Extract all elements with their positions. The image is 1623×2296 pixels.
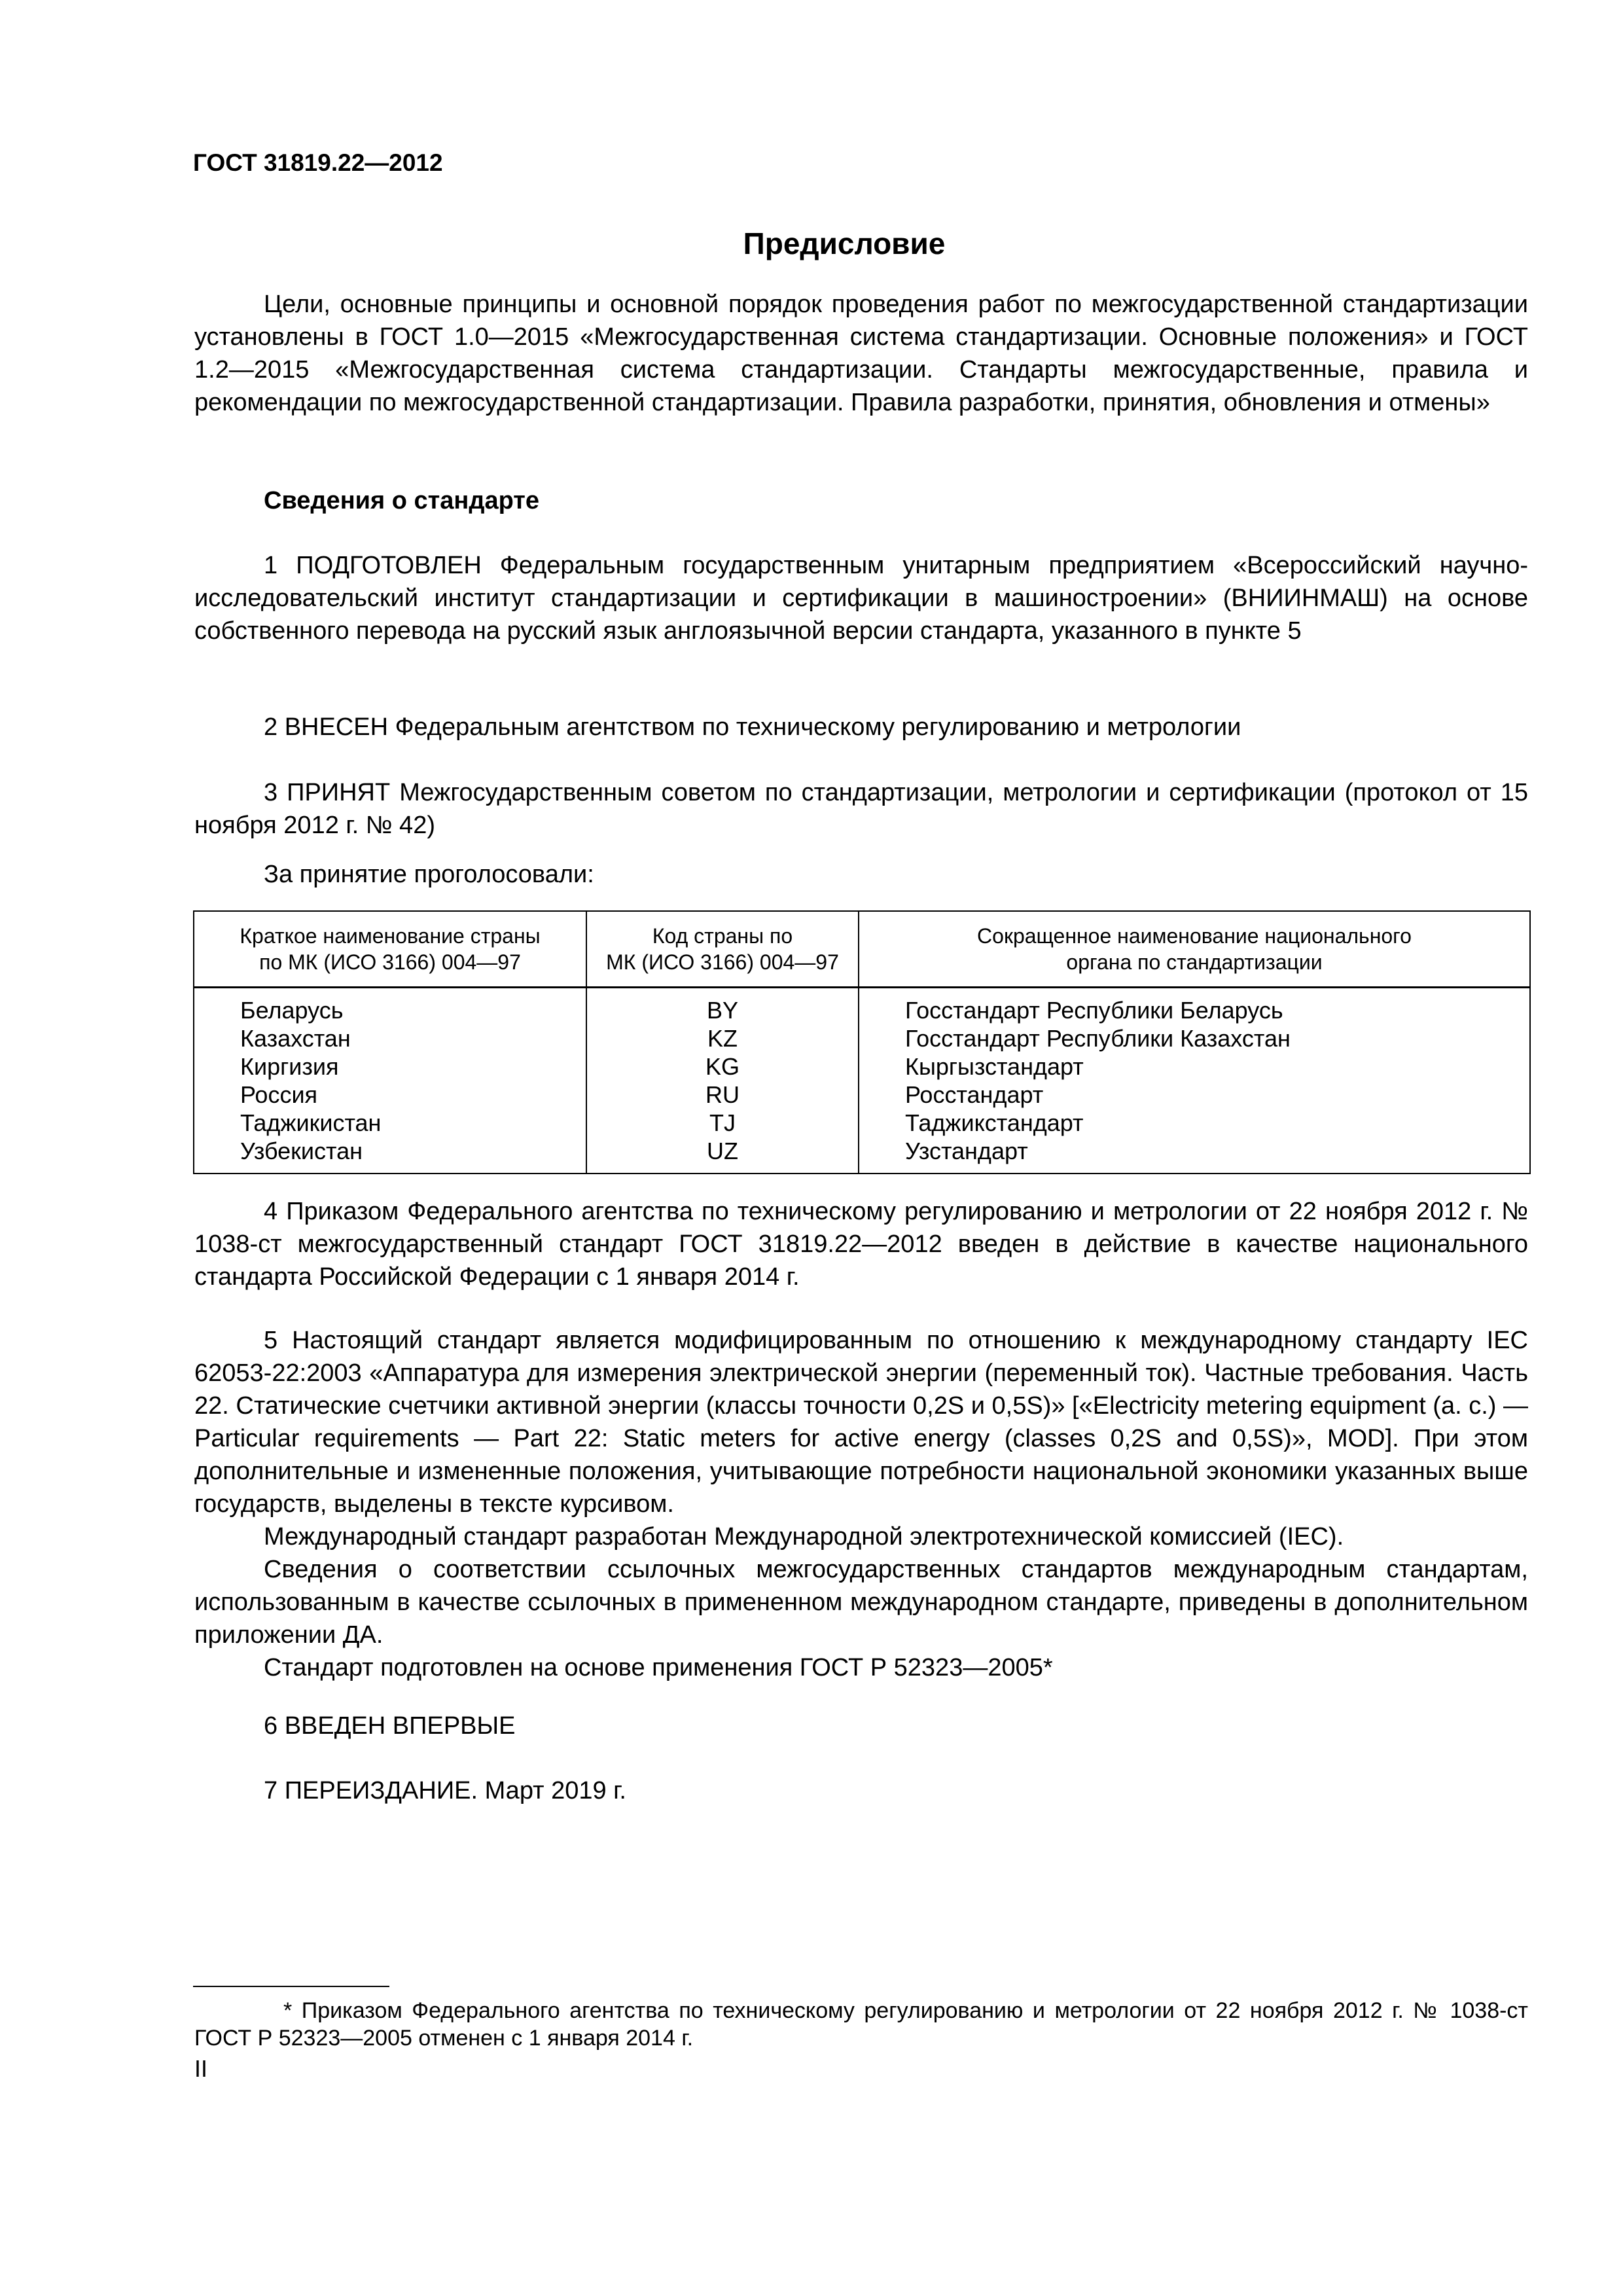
country-name: Россия bbox=[240, 1081, 318, 1108]
table-row bbox=[194, 988, 1530, 1174]
item-7-paragraph: 7 ПЕРЕИЗДАНИЕ. Март 2019 г. bbox=[264, 1777, 626, 1804]
item-6-paragraph: 6 ВВЕДЕН ВПЕРВЫЕ bbox=[264, 1712, 516, 1740]
page-title: Предисловие bbox=[743, 226, 946, 260]
item-5-paragraph: 5 Настоящий стандарт является модифицированным по отношению к международному стандарту IEC 62053-22:2003 «Аппаратура для измерения электрической энергии (переменный ток). Частные требования. Часть 22. Статические счетчики активной энергии (классы точности 0,2S и 0,5S)» [«Electricity metering equipment (a. c.) — Particular requirements — Part 22: Static meters for active energy (classes 0,2S and 0,5S)», MOD]. При этом дополнительные и измененные положения, учитывающие потребности национальной экономики указанных выше государств, выделены в тексте курсивом. bbox=[194, 1327, 1528, 1518]
country-name: Таджикистан bbox=[240, 1109, 382, 1136]
item-2-paragraph: 2 ВНЕСЕН Федеральным агентством по техническому регулированию и метрологии bbox=[264, 713, 1241, 741]
standards-body-name: Узстандарт bbox=[905, 1138, 1028, 1164]
header-line: органа по стандартизации bbox=[1066, 950, 1323, 974]
item-7-block bbox=[194, 1774, 1528, 1807]
country-cell bbox=[194, 988, 586, 1174]
item-3-block bbox=[194, 776, 1528, 842]
item-4-paragraph: 4 Приказом Федерального агентства по техническому регулированию и метрологии от 22 ноября 2012 г. № 1038-ст межгосударственный стандарт ГОСТ 31819.22—2012 введен в действие в качестве национального стандарта Российской Федерации с 1 января 2014 г. bbox=[194, 1198, 1528, 1291]
item-4-block bbox=[194, 1195, 1528, 1293]
standards-body-name: Госстандарт Республики Казахстан bbox=[905, 1025, 1291, 1052]
item-1-block bbox=[194, 549, 1528, 647]
country-code: BY bbox=[706, 997, 739, 1024]
header-line: Краткое наименование страны bbox=[240, 924, 541, 948]
intro-block bbox=[194, 288, 1528, 419]
document-code: ГОСТ 31819.22—2012 bbox=[193, 149, 443, 176]
item-6-block bbox=[194, 1710, 1528, 1742]
table-header-row bbox=[194, 911, 1530, 988]
voted-block bbox=[194, 858, 1528, 891]
header-standards-body bbox=[859, 911, 1530, 988]
footnote-divider bbox=[193, 1986, 389, 1987]
country-code: RU bbox=[705, 1081, 740, 1108]
item-2-block bbox=[194, 711, 1528, 744]
country-name: Узбекистан bbox=[240, 1138, 363, 1164]
standards-body-cell bbox=[859, 988, 1530, 1174]
intro-paragraph: Цели, основные принципы и основной порядок проведения работ по межгосударственной стандартизации установлены в ГОСТ 1.0—2015 «Межгосударственная система стандартизации. Основные положения» и ГОСТ 1.2—2015 «Межгосударственная система стандартизации. Стандарты межгосударственные, правила и рекомендации по межгосударственной стандартизации. Правила разработки, принятия, обновления и отмены» bbox=[194, 291, 1528, 416]
country-code: KZ bbox=[707, 1025, 738, 1052]
standards-body-name: Кыргызстандарт bbox=[905, 1053, 1084, 1080]
header-country-name bbox=[194, 911, 586, 988]
header-country-code bbox=[586, 911, 859, 988]
standards-body-name: Госстандарт Республики Беларусь bbox=[905, 997, 1283, 1024]
item-5-block bbox=[194, 1324, 1528, 1684]
standards-body-name: Таджикстандарт bbox=[905, 1109, 1084, 1136]
header-line: Сокращенное наименование национального bbox=[977, 924, 1412, 948]
code-cell bbox=[586, 988, 859, 1174]
footnote: * Приказом Федерального агентства по техническому регулированию и метрологии от 22 ноября 2012 г. № 1038-ст ГОСТ Р 52323—2005 отменен с 1 января 2014 г. bbox=[194, 1998, 1528, 2051]
item-5-references-paragraph: Сведения о соответствии ссылочных межгосударственных стандартов международным стандартам, использованным в качестве ссылочных в примененном международном стандарте, приведены в дополнительном приложении ДА. bbox=[194, 1556, 1528, 1649]
country-code: UZ bbox=[707, 1138, 738, 1164]
item-3-paragraph: 3 ПРИНЯТ Межгосударственным советом по стандартизации, метрологии и сертификации (протокол от 15 ноября 2012 г. № 42) bbox=[194, 779, 1528, 839]
country-name: Киргизия bbox=[240, 1053, 339, 1080]
header-line: Код страны по bbox=[652, 924, 793, 948]
standards-body-name: Росстандарт bbox=[905, 1081, 1044, 1108]
item-1-paragraph: 1 ПОДГОТОВЛЕН Федеральным государственным унитарным предприятием «Всероссийский научно-исследовательский институт стандартизации и сертификации в машиностроении» (ВНИИНМАШ) на основе собственного перевода на русский язык англоязычной версии стандарта, указанного в пункте 5 bbox=[194, 552, 1528, 645]
country-name: Казахстан bbox=[240, 1025, 351, 1052]
item-5-iec-paragraph: Международный стандарт разработан Международной электротехнической комиссией (IEC). bbox=[264, 1523, 1344, 1551]
country-name: Беларусь bbox=[240, 997, 344, 1024]
country-code: KG bbox=[705, 1053, 740, 1080]
info-heading: Сведения о стандарте bbox=[264, 487, 540, 514]
header-line: по МК (ИСО 3166) 004—97 bbox=[259, 950, 521, 974]
info-heading-block bbox=[194, 484, 1528, 517]
header-line: МК (ИСО 3166) 004—97 bbox=[606, 950, 839, 974]
country-code: TJ bbox=[709, 1109, 736, 1136]
voting-countries-table bbox=[193, 910, 1531, 1174]
page-number: II bbox=[194, 2055, 208, 2082]
item-5-basis-paragraph: Стандарт подготовлен на основе применения ГОСТ Р 52323—2005* bbox=[264, 1654, 1053, 1681]
voted-label: За принятие проголосовали: bbox=[264, 861, 594, 888]
